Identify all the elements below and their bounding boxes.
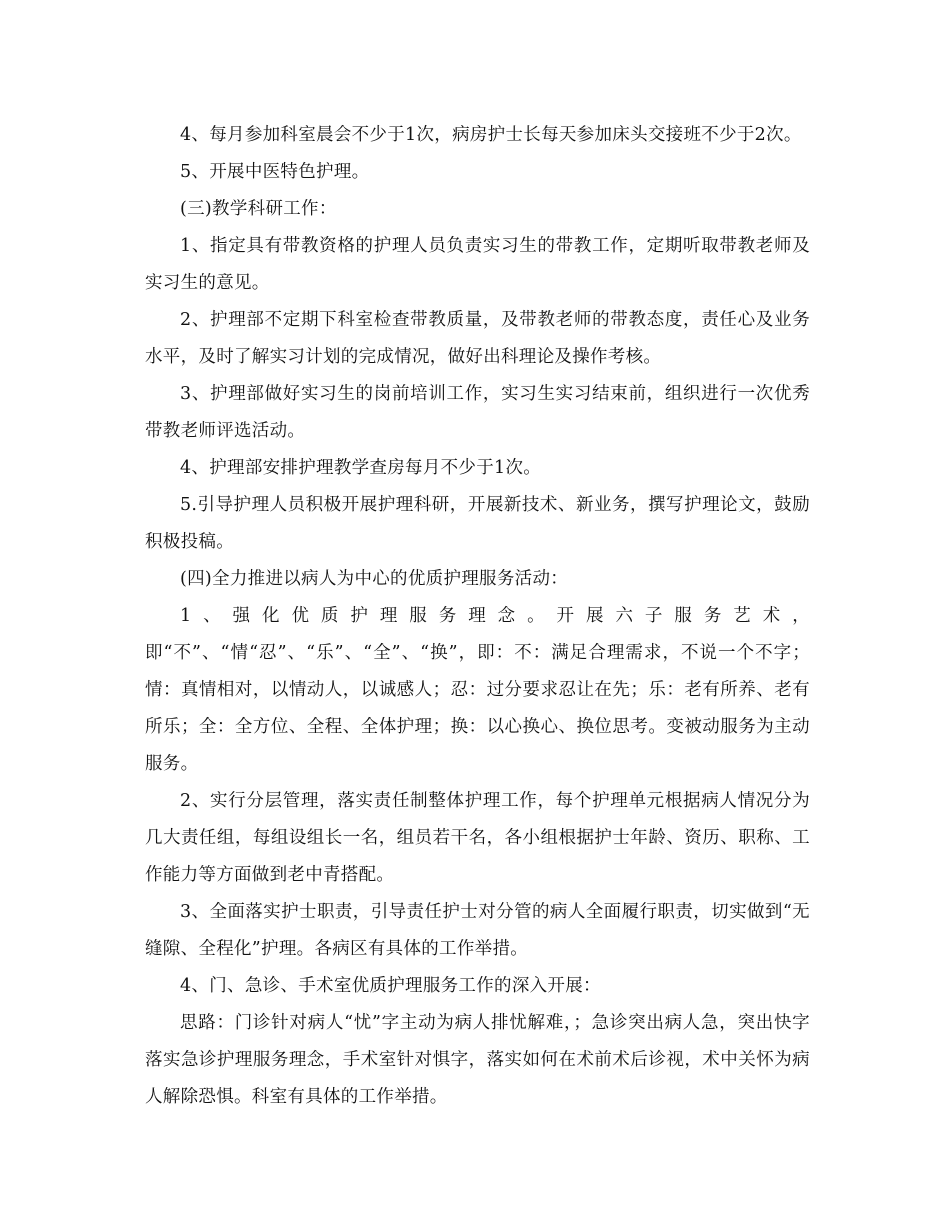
paragraph-morning-meeting: 4、每月参加科室晨会不少于1次，病房护士长每天参加床头交接班不少于2次。 [180, 125, 802, 145]
paragraph-teaching-2: 2、护理部不定期下科室检查带教质量，及带教老师的带教态度，责任心及业务水平，及时了解实习计划的完成情况，做好出科理论及操作考核。 [145, 310, 810, 367]
paragraph-service-1: 1、强化优质护理服务理念。开展六子服务艺术，即“不”、“情“忍”、“乐”、“全”、“换”，即：不：满足合理需求，不说一个不字；情：真情相对，以情动人，以诚感人；忍：过分要求忍让在先；乐：老有所养、老有所乐；全：全方位、全程、全体护理；换：以心换心、换位思考。变被动服务为主动服务。 [145, 606, 810, 774]
document-body [145, 117, 810, 1116]
paragraph-tcm-nursing: 5、开展中医特色护理。 [180, 162, 370, 182]
section-heading-quality-service: (四)全力推进以病人为中心的优质护理服务活动： [180, 569, 569, 589]
paragraph-service-2: 2、实行分层管理，落实责任制整体护理工作，每个护理单元根据病人情况分为几大责任组，每组设组长一名，组员若干名，各小组根据护士年龄、资历、职称、工作能力等方面做到老中青搭配。 [145, 791, 810, 885]
paragraph-service-3: 3、全面落实护士职责，引导责任护士对分管的病人全面履行职责，切实做到“无缝隙、全程化”护理。各病区有具体的工作举措。 [145, 902, 810, 959]
paragraph-teaching-4: 4、护理部安排护理教学查房每月不少于1次。 [180, 458, 542, 478]
paragraph-service-4: 4、门、急诊、手术室优质护理服务工作的深入开展： [180, 976, 601, 996]
section-heading-teaching-research: (三)教学科研工作： [180, 199, 337, 219]
paragraph-teaching-5: 5.引导护理人员积极开展护理科研，开展新技术、新业务，撰写护理论文，鼓励积极投稿。 [145, 495, 810, 552]
paragraph-teaching-3: 3、护理部做好实习生的岗前培训工作，实习生实习结束前，组织进行一次优秀带教老师评选活动。 [145, 384, 810, 441]
paragraph-teaching-1: 1、指定具有带教资格的护理人员负责实习生的带教工作，定期听取带教老师及实习生的意见。 [145, 236, 810, 293]
paragraph-service-approach: 思路：门诊针对病人“忧”字主动为病人排忧解难，；急诊突出病人急，突出快字落实急诊护理服务理念，手术室针对惧字，落实如何在术前术后诊视，术中关怀为病人解除恐惧。科室有具体的工作举措。 [145, 1013, 810, 1107]
